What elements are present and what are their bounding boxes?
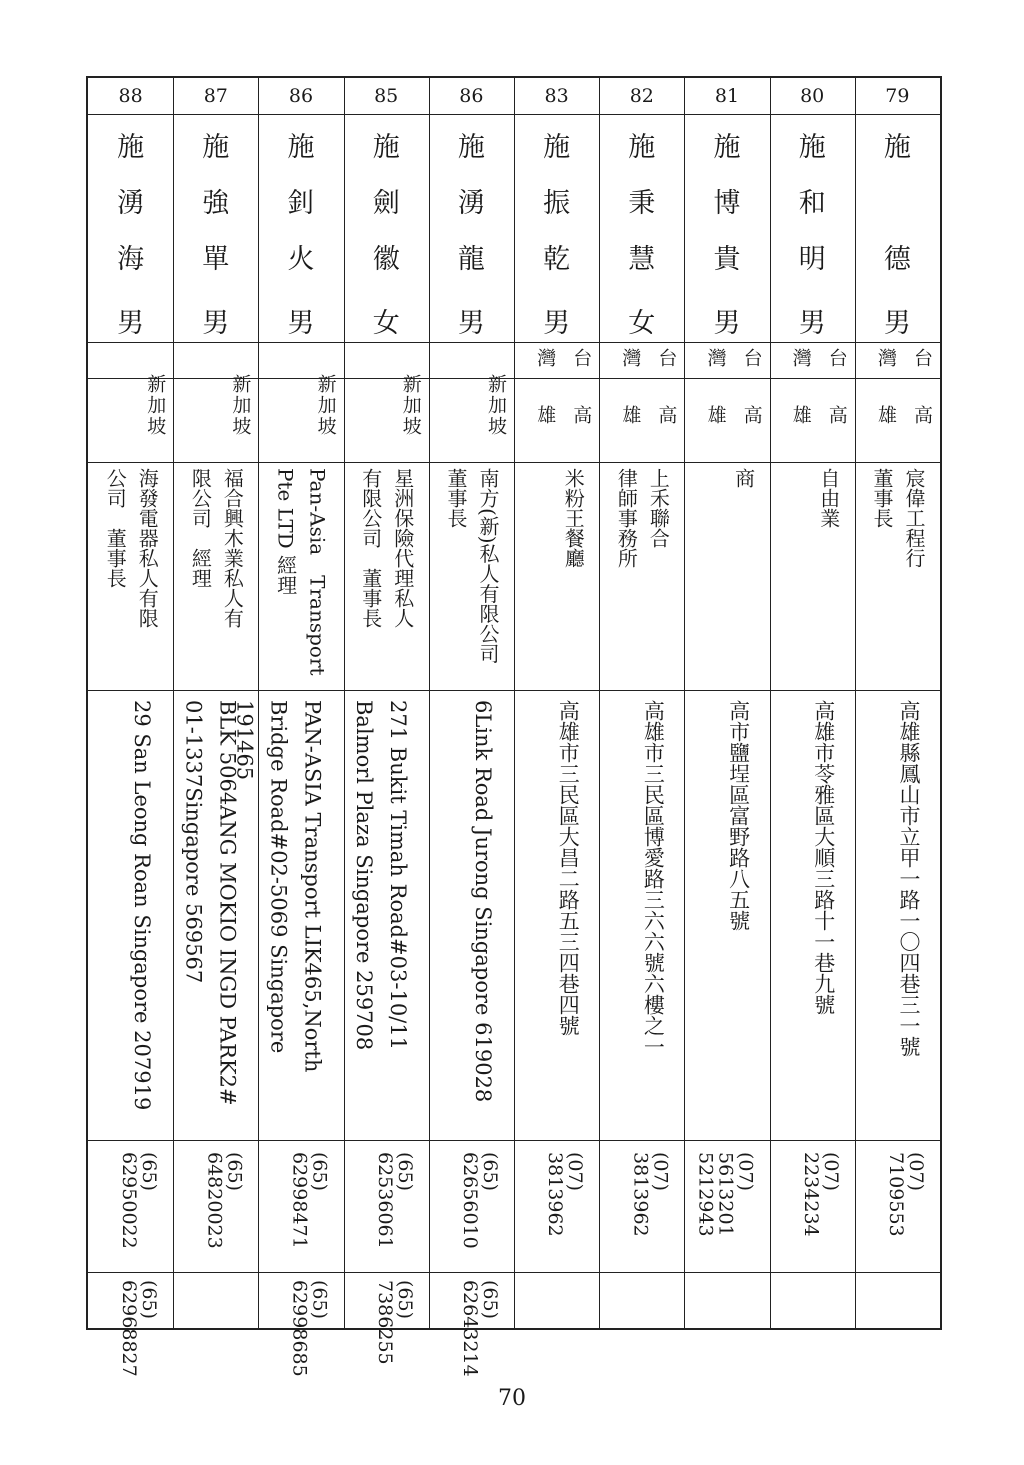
phone-line: (07) [649,1152,672,1192]
name-char: 徽 [372,244,400,275]
name-char: 劍 [372,188,400,219]
address-line: Bridge Road#02-5069 Singapore 191465 [232,700,291,1054]
member-phone-2 [684,1272,769,1328]
phone-line: (65) [393,1280,416,1320]
phone-line: 62998471 [288,1152,311,1249]
member-number-text: 80 [800,85,825,107]
member-address [770,690,855,1140]
member-location [88,342,173,462]
member-phone [173,1140,258,1272]
member-location [684,342,769,462]
member-phone-2 [514,1272,599,1328]
location-line: 高雄 [704,405,763,440]
address-line: BLK 5064ANG MOKIO INGD PARK2# [215,700,240,1106]
member-number [173,78,258,114]
member-phone-2 [173,1272,258,1328]
member-sex [344,306,429,342]
occupation-line: 有限公司 董事長 [358,468,383,628]
member-location [344,342,429,462]
member-sex [258,306,343,342]
member-number [258,78,343,114]
member-number-text: 85 [374,85,399,107]
member-sex [173,306,258,342]
phone-line: (07) [564,1152,587,1192]
member-occupation [258,462,343,690]
name-char: 德 [883,244,911,275]
occupation-line: 米粉王餐廳 [561,468,586,568]
location-line: 台灣 [704,348,763,383]
sex-text: 男 [287,308,315,339]
address-line: 高雄市苓雅區大順三路十一巷九號 [811,700,836,1015]
name-char: 釗 [287,188,315,219]
location-line: 高雄 [874,405,933,440]
member-number [770,78,855,114]
occupation-line: 自由業 [816,468,841,528]
phone-line: 7109553 [884,1152,907,1237]
phone-line: (65) [138,1152,161,1192]
location-line: 新加坡 [484,373,507,437]
occupation-line: 董事長 [443,468,468,528]
member-number [88,78,173,114]
member-number [684,78,769,114]
member-column [173,78,258,1328]
member-occupation [684,462,769,690]
name-char: 乾 [543,244,571,275]
name-char: 貴 [713,244,741,275]
phone-line: 62643214 [458,1280,481,1377]
member-occupation [173,462,258,690]
sex-text: 男 [798,308,826,339]
member-phone [855,1140,940,1272]
member-number-text: 87 [203,85,228,107]
member-address [855,690,940,1140]
member-occupation [514,462,599,690]
member-number-text: 88 [118,85,143,107]
member-location [173,342,258,462]
phone-line: 62968827 [118,1280,141,1377]
location-line: 新加坡 [314,373,337,437]
member-column [684,78,769,1328]
address-line: 高雄縣鳳山市立甲一路一〇四巷三一號 [896,700,921,1057]
address-line: 高雄市三民區大昌二路五三四巷四號 [556,700,581,1036]
phone-line: (07) [819,1152,842,1192]
phone-line: 62998685 [288,1280,311,1377]
member-occupation [770,462,855,690]
phone-line: 5613201 [714,1152,737,1237]
location-line: 新加坡 [399,373,422,437]
address-line: 29 San Leong Roan Singapore 207919 [130,700,155,1111]
member-phone-2 [344,1272,429,1365]
location-line: 台灣 [619,348,678,383]
member-phone [684,1140,769,1272]
phone-line: 62656010 [458,1152,481,1249]
name-char: 施 [713,132,741,163]
phone-line: (07) [904,1152,927,1192]
name-char: 和 [798,188,826,219]
phone-line: 3813962 [544,1152,567,1237]
occupation-line: 福合興木業私人有 [220,468,245,628]
occupation-line: Pte LTD 經理 [273,468,298,596]
sex-text: 男 [457,308,485,339]
member-location [514,342,599,462]
name-char: 施 [628,132,656,163]
name-char: 振 [543,188,571,219]
member-address [232,690,343,1140]
member-phone-2 [88,1272,173,1377]
location-line: 高雄 [619,405,678,440]
name-char: 強 [202,188,230,219]
member-address [173,690,258,1140]
occupation-line: 董事長 [869,468,894,528]
occupation-line: 公司 董事長 [103,468,128,588]
address-line: Balmorl Plaza Singapore 259708 [351,700,376,1051]
sex-text: 男 [117,308,145,339]
member-location [429,342,514,462]
address-line: 6Link Road Jurong Singapore 619028 [470,700,495,1103]
location-line: 台灣 [874,348,933,383]
occupation-line: Pan-Asia Transport [305,468,330,676]
member-location [770,342,855,462]
name-char: 施 [798,132,826,163]
member-sex [855,306,940,342]
member-sex [429,306,514,342]
phone-line: (65) [393,1152,416,1192]
name-char: 單 [202,244,230,275]
member-address [88,690,173,1140]
member-number-text: 86 [459,85,484,107]
member-occupation [855,462,940,690]
member-sex [684,306,769,342]
member-number [514,78,599,114]
phone-line: (65) [478,1280,501,1320]
phone-line: 3813962 [629,1152,652,1237]
sex-text: 女 [372,308,400,339]
phone-line: 62536061 [373,1152,396,1249]
occupation-line: 上禾聯合 [646,468,671,548]
location-line: 新加坡 [144,373,167,437]
sex-text: 男 [713,308,741,339]
member-number-text: 86 [288,85,314,107]
member-occupation [344,462,429,690]
phone-line: (65) [308,1280,331,1320]
name-char: 湧 [117,188,145,219]
member-sex [88,306,173,342]
member-table [86,76,942,1377]
member-phone [599,1140,684,1272]
occupation-line: 南方(新)私人有限公司 [475,468,500,664]
name-char: 施 [372,132,400,163]
member-phone [514,1140,599,1272]
member-number [599,78,684,114]
member-occupation [599,462,684,690]
name-char: 施 [117,132,145,163]
phone-line: (65) [308,1152,331,1192]
name-char: 秉 [628,188,656,219]
address-line: PAN-ASIA Transport LIK465,North [300,700,325,1073]
location-line: 台灣 [534,348,593,383]
member-phone-2 [429,1272,514,1377]
member-occupation [88,462,173,690]
member-phone-2 [770,1272,855,1328]
member-location [599,342,684,462]
member-location [258,342,343,462]
name-char: 火 [287,244,315,275]
member-occupation [429,462,514,690]
sex-text: 男 [543,308,571,339]
name-char: 博 [713,188,741,219]
occupation-line: 星洲保險代理私人 [390,468,415,628]
phone-line: 5212943 [694,1152,717,1237]
address-line: 01-1337Singapore 569567 [181,700,206,984]
member-sex [514,306,599,342]
member-phone [344,1140,429,1272]
member-sex [599,306,684,342]
member-address [684,690,769,1140]
location-line: 高雄 [534,405,593,440]
member-address [514,690,599,1140]
name-char: 慧 [628,244,656,275]
sex-text: 女 [628,308,656,339]
member-address [344,690,429,1140]
member-column [514,78,599,1328]
occupation-line: 律師事務所 [614,468,639,568]
phone-line: 7386255 [373,1280,396,1365]
member-column [599,78,684,1328]
name-char: 湧 [457,188,485,219]
member-number-text: 83 [544,85,569,107]
name-char: 施 [543,132,571,163]
member-column [770,78,855,1328]
member-phone-2 [855,1272,940,1328]
phone-line: (07) [734,1152,757,1192]
member-phone [770,1140,855,1272]
member-phone-2 [258,1272,343,1377]
member-column [88,78,173,1377]
location-line: 高雄 [789,405,848,440]
phone-line: (65) [478,1152,501,1192]
sex-text: 男 [202,308,230,339]
address-line: 高雄市三民區博愛路三六六號六樓之一 [641,700,666,1057]
member-number [429,78,514,114]
member-address [429,690,514,1140]
member-column [429,78,514,1377]
member-column [855,78,940,1328]
name-char: 明 [798,244,826,275]
member-number-text: 79 [885,85,910,107]
address-line: 高市鹽埕區富野路八五號 [726,700,751,931]
location-line: 台灣 [789,348,848,383]
member-phone [429,1140,514,1272]
phone-line: 64820023 [203,1152,226,1249]
member-phone [88,1140,173,1272]
member-sex [770,306,855,342]
member-number [855,78,940,114]
name-char: 施 [287,132,315,163]
member-address [599,690,684,1140]
occupation-line: 宸偉工程行 [901,468,926,568]
name-char: 施 [202,132,230,163]
member-number-text: 81 [714,85,740,107]
member-phone-2 [599,1272,684,1328]
phone-line: 62950022 [118,1152,141,1249]
phone-line: (65) [223,1152,246,1192]
sex-text: 男 [883,308,911,339]
address-line: 271 Bukit Timah Road#03-10/11 [385,700,410,1050]
phone-line: (65) [138,1280,161,1320]
member-column [344,78,429,1365]
location-line: 新加坡 [229,373,252,437]
page-number: 70 [498,1386,526,1411]
member-number [344,78,429,114]
occupation-line: 海發電器私人有限 [135,468,160,628]
occupation-line: 商 [731,468,756,488]
phone-line: 2234234 [799,1152,822,1237]
member-number-text: 82 [629,85,654,107]
name-char: 龍 [457,244,485,275]
name-char: 施 [457,132,485,163]
member-phone [258,1140,343,1272]
name-char: 施 [883,132,911,163]
occupation-line: 限公司 經理 [188,468,213,588]
member-location [855,342,940,462]
name-char: 海 [117,244,145,275]
